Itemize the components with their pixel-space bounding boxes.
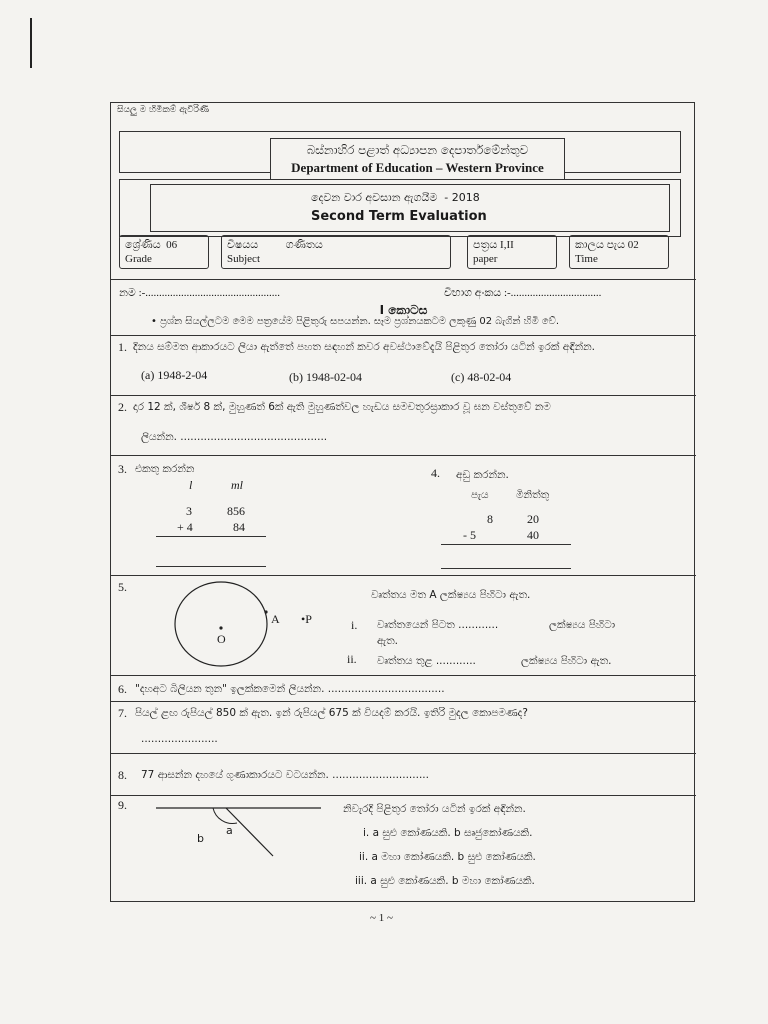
exam-paper [110,102,695,902]
option-c[interactable]: (c) 48-02-04 [451,370,512,384]
department-box [270,138,565,180]
point-a [264,610,267,613]
question-2 [111,395,696,455]
centre-point [219,626,222,629]
exam-english: Second Term Evaluation [311,209,487,224]
paper-box: පත්‍රය I,II paper [467,235,557,269]
question-text: දාර 12 ක්, ශීර්ෂ 8 ක්, මුහුණත් 6ක් ඇති මුහුණත්වල හැඩය සමචතුරස්‍රාකාර වූ ඝන වස්තුවේ නම [133,401,551,413]
subquestion-text: ලක්ෂ්‍යය පිහිටා ඇත. [521,655,612,667]
name-field[interactable]: නම :-................................................. [119,287,281,299]
cell: 3 [186,504,192,518]
sum-line [156,536,266,537]
cell: 856 [227,504,245,518]
exam-header [119,179,681,237]
answer-line[interactable]: ලියන්න. ............................................ [141,431,328,443]
question-number: 7. [118,706,127,720]
info-bar [111,231,696,280]
instructions: • ප්‍රශ්න සියල්ලටම මෙම පත්‍රයේම පිළිතුරු සපයන්න. සෑම ප්‍රශ්නයකටම ලකුණු 02 බැගින් හිමි වේ. [151,316,560,327]
department-english: Department of Education – Western Province [291,160,544,175]
cell: + 4 [177,520,193,534]
cell: 84 [233,520,245,534]
label-o: O [217,632,226,646]
angle-diagram [151,800,341,870]
question-number: 6. [118,682,127,696]
label-b: b [197,832,204,845]
question-text[interactable]: 77 ආසන්න දහයේ ගුණාකාරයට වටයන්න. ............................. [141,769,429,781]
question-5 [111,575,696,675]
question-9 [111,795,696,903]
question-8 [111,753,696,795]
question-text: නිවැරදි පිළිතුර තෝරා යටින් ඉරක් අඳින්න. [343,803,526,815]
subquestion-number: i. [351,618,358,632]
label-a: a [226,824,233,837]
question-text: එකතු කරන්න [135,463,195,475]
cell: - 5 [463,528,476,542]
question-number: 8. [118,768,127,782]
cell: 40 [527,528,539,542]
question-text: වෘත්තය මත A ලක්ෂ්‍යය පිහිටා ඇත. [371,589,531,601]
question-3-4 [111,455,696,575]
difference-line [441,544,571,545]
question-1 [111,335,696,395]
exam-sinhala: දෙවන වාර අවසාන ඇගයීම - 2018 [311,191,480,204]
copyright-notice: සියලු ම හිමිකම් ඇවිරිණි [117,105,210,115]
question-number: 4. [431,466,440,480]
section-title: I කොටස [379,303,428,317]
question-text: අඩු කරන්න. [456,469,509,481]
answer-line [441,568,571,569]
slanted-line [226,808,273,856]
circle-diagram [171,580,341,670]
time-box: කාලය පැය 02 Time [569,235,669,269]
question-text[interactable]: "දහඅට බිලියන තුන" ඉලක්කමෙන් ලියන්න. ................................... [135,683,445,695]
column-header-hours: පැය [471,489,489,501]
margin-mark [30,18,32,68]
option-i[interactable]: i. a සුළු කෝණයකි. b සෘජුකෝණයකි. [363,827,533,839]
question-number: 2. [118,400,127,414]
column-header-millilitres: ml [231,478,243,492]
subquestion-text: ඇත. [377,635,398,647]
question-number: 9. [118,798,127,812]
column-header-minutes: මිනිත්තු [516,489,550,501]
question-6 [111,675,696,701]
department-header [119,131,681,173]
question-number: 5. [118,580,127,594]
subquestion-text[interactable]: වෘත්තයෙන් පිටත ............ [377,619,499,631]
subquestion-text: ලක්ෂ්‍යය පිහිටා [549,619,616,631]
option-b[interactable]: (b) 1948-02-04 [289,370,362,384]
grade-box: ශ්‍රේණිය 06 Grade [119,235,209,269]
question-number: 3. [118,462,127,476]
circle-shape [175,582,267,666]
column-header-litres: l [189,478,193,492]
cell: 20 [527,512,539,526]
option-ii[interactable]: ii. a මහා කෝණයකි. b සුළු කෝණයකි. [359,851,536,863]
option-iii[interactable]: iii. a සුළු කෝණයකි. b මහා කෝණයකි. [355,875,535,887]
subject-box: විෂයය ගණිතය Subject [221,235,451,269]
question-text: දිනය සම්මත ආකාරයට ලියා ඇත්තේ පහත සඳහන් කවර අවස්ථාවේදැයි පිළිතුර තෝරා යටින් ඉරක් අඳින්න. [133,341,595,353]
option-a[interactable]: (a) 1948-2-04 [141,368,208,382]
question-number: 1. [118,340,127,354]
label-a: A [271,612,280,626]
name-row [119,287,689,300]
subquestion-text[interactable]: වෘත්තය තුළ ............ [377,655,476,667]
label-p: •P [301,612,312,626]
department-sinhala: බස්නාහිර පළාත් අධ්‍යාපන දෙපාර්තමේන්තුව [306,143,529,157]
subquestion-number: ii. [347,652,357,666]
answer-line[interactable]: ....................... [141,733,218,745]
page-number: ~ 1 ~ [370,912,393,924]
exam-box [150,184,670,232]
answer-line [156,566,266,567]
question-text: පියල් ළඟ රුපියල් 850 ක් ඇත. ඉන් රුපියල් 675 ක් වියදම් කරයි. ඉතිරි මුදල කොපමණද? [135,707,528,719]
index-number-field[interactable]: විභාග අංකය :-................................. [444,287,602,299]
cell: 8 [487,512,493,526]
question-7 [111,701,696,753]
